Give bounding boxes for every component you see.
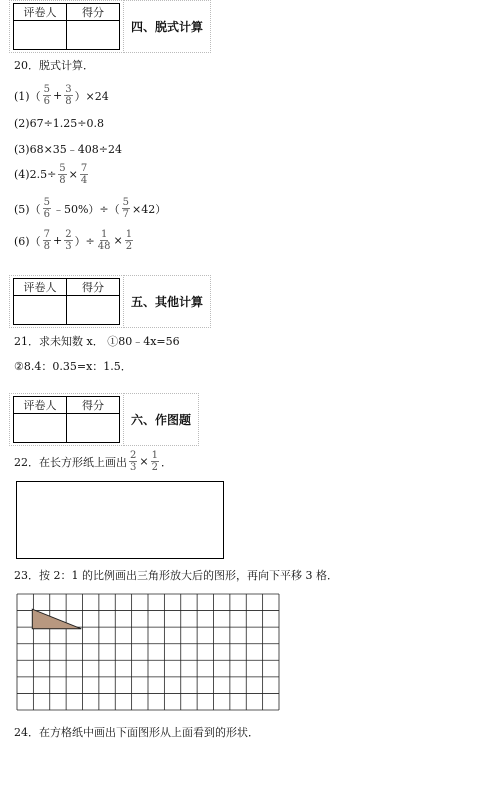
score-box-section-5 [9, 275, 211, 328]
score-cell[interactable] [67, 296, 120, 325]
score-cell[interactable] [67, 414, 120, 443]
q20-part-1: (1)（ $\frac{5}{6}$ + $\frac{3}{8}$ ）×24 [14, 84, 109, 107]
triangle-shape [32, 609, 81, 629]
grader-header: 评卷人 [14, 4, 67, 21]
q20-part-5: (5)（ $\frac{5}{6}$ ﹣50%）÷（ $\frac{5}{7}$ ×42） [14, 197, 167, 220]
q20-part-6: (6)（ $\frac{7}{8}$ + $\frac{2}{3}$ ）÷ $\frac{1}{48}$ × $\frac{1}{2}$ [14, 229, 133, 252]
grader-header: 评卷人 [14, 397, 67, 414]
grader-cell[interactable] [14, 296, 67, 325]
q20-part-3: (3)68×35﹣408÷24 [14, 143, 123, 156]
q20-part-2: (2)67÷1.25÷0.8 [14, 117, 104, 130]
section-4-title: 四、脱式计算 [124, 0, 211, 53]
score-table [13, 396, 120, 443]
q20-part-4: (4)2.5÷ $\frac{5}{8}$ × $\frac{7}{4}$ [14, 163, 88, 186]
score-header: 得分 [67, 4, 120, 21]
score-table [13, 3, 120, 50]
q21-line-1: 21．求未知数 x． ①80﹣4x=56 [14, 335, 180, 348]
q22-text: 22．在长方形纸上画出 $\frac{2}{3}$ × $\frac{1}{2}$ ． [14, 450, 172, 473]
score-table [13, 278, 120, 325]
q20-title: 20．脱式计算． [14, 59, 94, 72]
score-box-section-4 [9, 0, 211, 53]
grader-cell[interactable] [14, 414, 67, 443]
q24-text: 24．在方格纸中画出下面图形从上面看到的形状． [14, 726, 259, 739]
section-6-title: 六、作图题 [124, 393, 199, 446]
score-header: 得分 [67, 279, 120, 296]
q23-text: 23．按 2：1 的比例画出三角形放大后的图形，再向下平移 3 格． [14, 569, 338, 582]
score-header: 得分 [67, 397, 120, 414]
square-grid[interactable] [16, 593, 280, 711]
rectangle-paper[interactable] [16, 481, 224, 559]
score-cell[interactable] [67, 21, 120, 50]
score-box-section-6 [9, 393, 199, 446]
grader-cell[interactable] [14, 21, 67, 50]
q21-line-2: ②8.4：0.35=x：1.5． [14, 360, 132, 373]
section-5-title: 五、其他计算 [124, 275, 211, 328]
grader-header: 评卷人 [14, 279, 67, 296]
